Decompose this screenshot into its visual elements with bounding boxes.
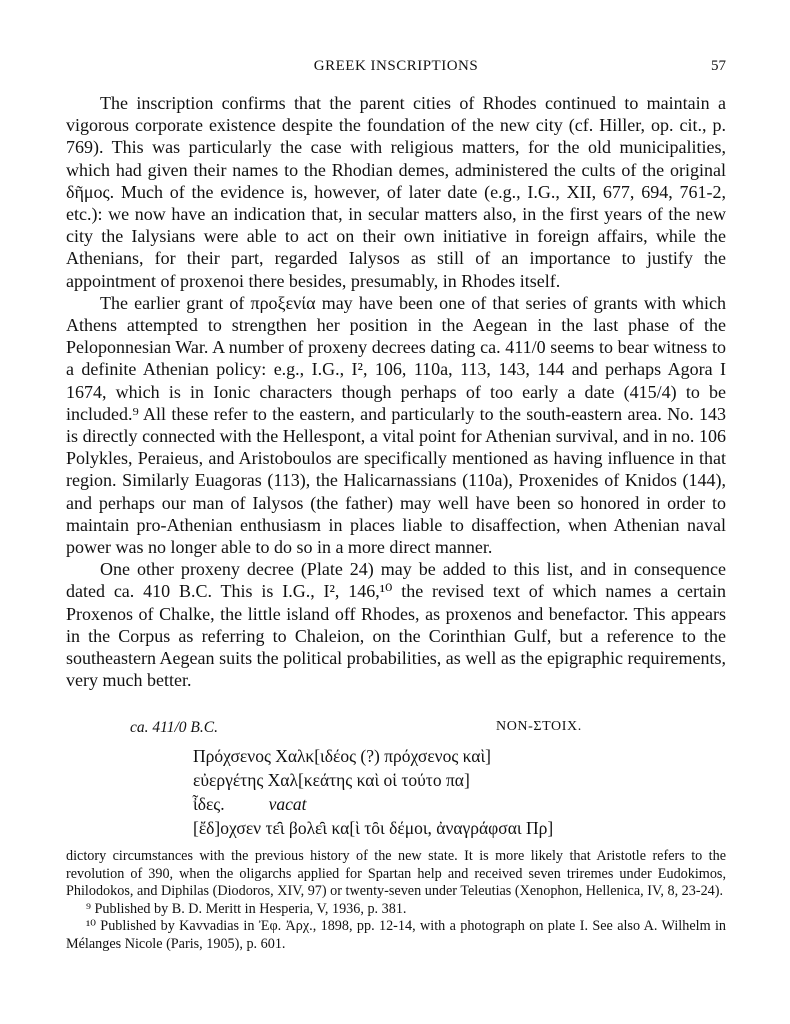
inscription-heading bbox=[66, 719, 726, 743]
paragraph-2: The earlier grant of προξενία may have been one of that series of grants with which Athens attempted to strengthen her position in the Aegean in the last phase of the Peloponnesian War. A number of proxeny decrees dating ca. 411/0 seems to bear witness to a definite Athenian policy: e.g., I.G., I², 106, 110a, 113, 143, 144 and perhaps Agora I 1674, which is in Ionic characters though perhaps of too early a date (415/4) to be included.⁹ All these refer to the eastern, and particularly to the south-eastern area. No. 143 is directly connected with the Hellespont, a vital point for Athenian survival, and in no. 106 Polykles, Peraieus, and Aristoboulos are specifically mentioned as having influence in that region. Similarly Euagoras (113), the Halicarnassians (110a), Proxenides of Knidos (144), and perhaps our man of Ialysos (the father) may well have been so honored in order to maintain pro-Athenian enthusiasm in places liable to disaffection, when Athenian naval power was no longer able to do so in a more direct manner. bbox=[66, 292, 726, 558]
page-number: 57 bbox=[711, 58, 726, 74]
inscription-line-1: Πρόχσενος Χαλκ[ιδέος (?) πρόχσενος καὶ] bbox=[193, 746, 492, 766]
inscription-block bbox=[66, 719, 726, 838]
footnotes bbox=[66, 848, 726, 954]
inscription-line-4: [ἔδ]οχσεν τε̑ι βολε̑ι κα[ὶ τȏι δέμοι, ἀναγράφσαι Πρ] bbox=[193, 818, 554, 838]
body-text bbox=[66, 92, 726, 691]
footnote-9: ⁹ Published by B. D. Meritt in Hesperia, V, 1936, p. 381. bbox=[86, 900, 407, 917]
inscription-date: ca. 411/0 B.C. bbox=[130, 719, 218, 736]
running-title: GREEK INSCRIPTIONS bbox=[313, 58, 479, 74]
inscription-line-3-text: ἶδες. bbox=[193, 794, 225, 814]
inscription-style: NON-ΣΤΟΙΧ. bbox=[496, 719, 582, 734]
paragraph-3: One other proxeny decree (Plate 24) may be added to this list, and in consequence dated ca. 410 B.C. This is I.G., I², 146,¹⁰ the revised text of which names a certain Proxenos of Chalke, the little island off Rhodes, as proxenos and benefactor. This appears in the Corpus as referring to Chaleion, on the Corinthian Gulf, but a reference to the southeastern Aegean suits the political probabilities, as well as the epigraphic requirements, very much better. bbox=[66, 559, 726, 691]
inscription-line-2: εὐεργέτης Χαλ[κεάτης καὶ οἱ τούτο πα] bbox=[193, 770, 470, 790]
paragraph-1: The inscription confirms that the parent cities of Rhodes continued to maintain a vigorous corporate existence despite the foundation of the new city (cf. Hiller, op. cit., p. 769). This was particularly the case with religious matters, for the old municipalities, which had given their names to the Rhodian demes, administered the cults of the original δῆμος. Much of the evidence is, however, of later date (e.g., I.G., XII, 677, 694, 761-2, etc.): we now have an indication that, in secular matters also, in the first years of the new city the Ialysians were able to act on their own initiative in foreign affairs, while the Athenians, for their part, regarded Ialysos as still of an importance to justify the appointment of proxenoi there besides, presumably, in Rhodes itself. bbox=[66, 93, 726, 291]
vacat-mark: vacat bbox=[268, 794, 307, 814]
inscription-line-3 bbox=[193, 792, 553, 816]
inscription-text bbox=[193, 744, 553, 840]
page-header bbox=[66, 58, 726, 78]
footnote-continuation: dictory circumstances with the previous history of the new state. It is more likely that Aristotle refers to the revolution of 390, when the oligarchs applied for Spartan help and received seven triremes under Eudokimos, Philodokos, and Diphilas (Diodoros, XIV, 97) or twenty-seven under Teleutias (Xenophon, Hellenica, IV, 8, 23-24). bbox=[66, 848, 726, 900]
footnote-10: ¹⁰ Published by Kavvadias in Ἐφ. Ἀρχ., 1898, pp. 12-14, with a photograph on plate I. See also A. Wilhelm in Mélanges Nicole (Paris, 1905), p. 601. bbox=[66, 918, 726, 952]
